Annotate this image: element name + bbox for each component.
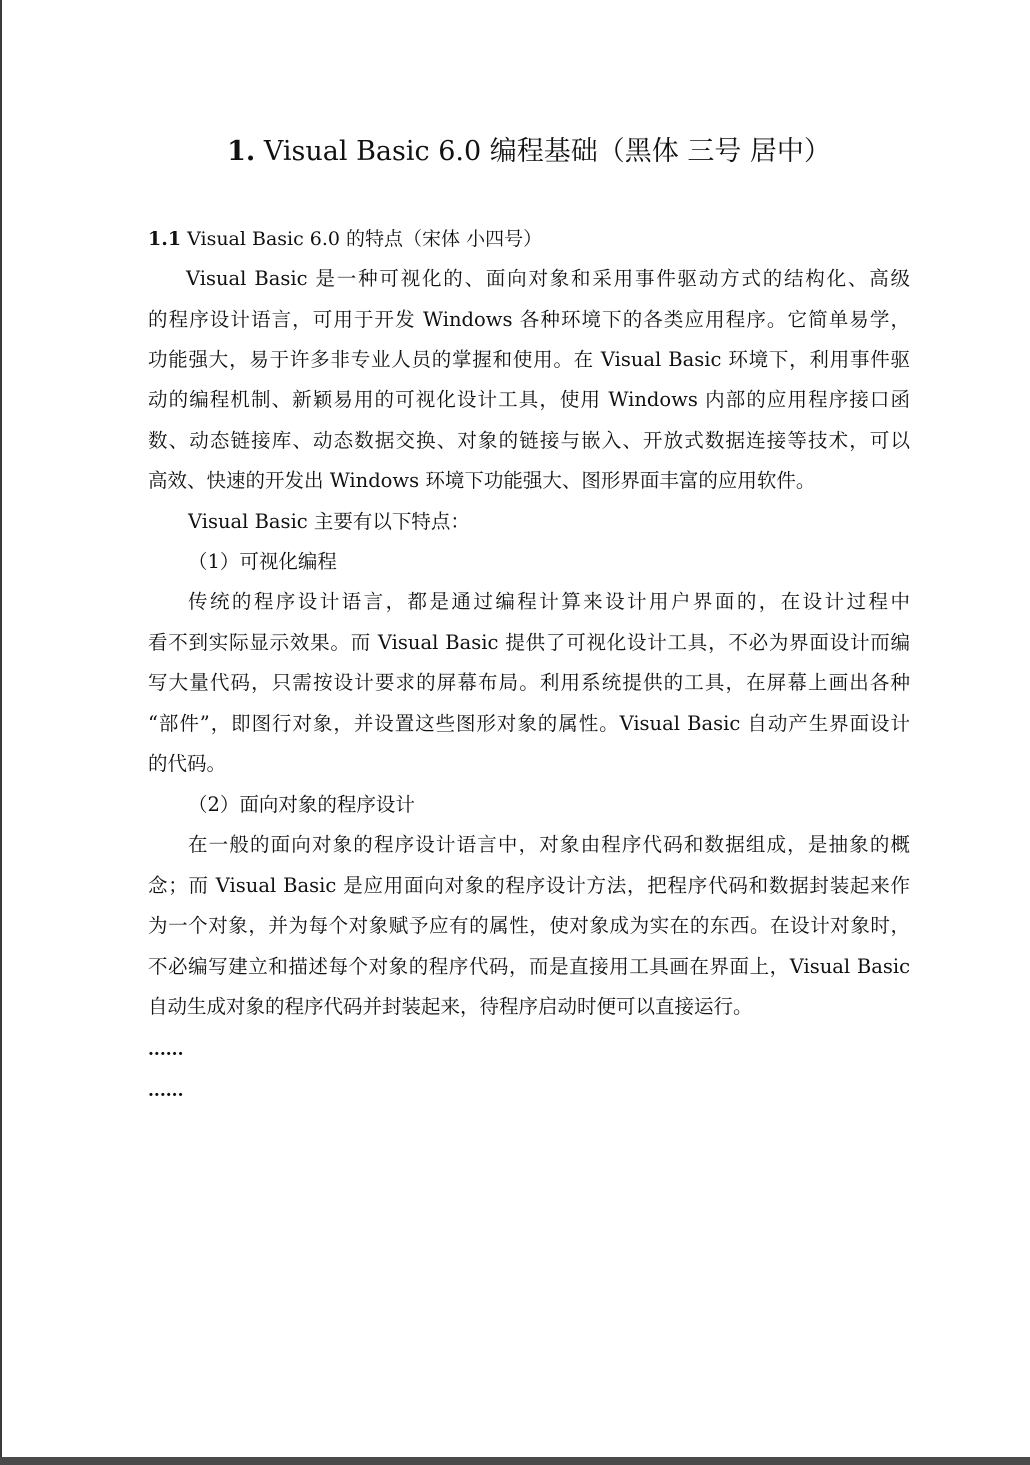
paragraph1-line: 动的编程机制、新颖易用的可视化设计工具，使用 Windows 内部的应用程序接口函 (148, 388, 910, 411)
page-left-edge (0, 0, 2, 1457)
item2-heading: （2）面向对象的程序设计 (188, 793, 415, 816)
features-intro: Visual Basic 主要有以下特点： (188, 510, 470, 533)
section-number: 1.1 (148, 228, 182, 250)
paragraph1-line: 的程序设计语言，可用于开发 Windows 各种环境下的各类应用程序。它简单易学， (148, 308, 910, 331)
page-bottom-edge (0, 1457, 1030, 1465)
paragraph1-line: 高效、快速的开发出 Windows 环境下功能强大、图形界面丰富的应用软件。 (148, 469, 816, 492)
item1-line: “部件”，即图行对象，并设置这些图形对象的属性。Visual Basic 自动产生界面设计 (148, 712, 910, 735)
item2-line: 不必编写建立和描述每个对象的程序代码，而是直接用工具画在界面上，Visual Basic (148, 955, 910, 978)
item2-line: 自动生成对象的程序代码并封装起来，待程序启动时便可以直接运行。 (148, 995, 753, 1018)
page-title (148, 132, 910, 172)
title-text: Visual Basic 6.0 编程基础（黑体 三号 居中） (263, 136, 831, 167)
paragraph1-line: Visual Basic 是一种可视化的、面向对象和采用事件驱动方式的结构化、高级 (186, 267, 910, 290)
section-text: Visual Basic 6.0 的特点（宋体 小四号） (187, 228, 543, 250)
item2-line: 念；而 Visual Basic 是应用面向对象的程序设计方法，把程序代码和数据封装起来作 (148, 874, 910, 897)
item2-line: 在一般的面向对象的程序设计语言中，对象由程序代码和数据组成，是抽象的概 (188, 833, 910, 856)
item2-line: 为一个对象，并为每个对象赋予应有的属性，使对象成为实在的东西。在设计对象时， (148, 914, 910, 937)
item1-line: 的代码。 (148, 752, 227, 775)
paragraph1-line: 功能强大，易于许多非专业人员的掌握和使用。在 Visual Basic 环境下，利用事件驱 (148, 348, 910, 371)
title-number: 1. (227, 136, 256, 167)
ellipsis: ...... (148, 1081, 184, 1101)
item1-line: 传统的程序设计语言，都是通过编程计算来设计用户界面的，在设计过程中 (188, 590, 910, 613)
paragraph1-line: 数、动态链接库、动态数据交换、对象的链接与嵌入、开放式数据连接等技术，可以 (148, 429, 910, 452)
section-heading (148, 224, 542, 254)
item1-line: 写大量代码，只需按设计要求的屏幕布局。利用系统提供的工具，在屏幕上画出各种 (148, 671, 910, 694)
ellipsis: ...... (148, 1040, 184, 1060)
item1-heading: （1）可视化编程 (188, 550, 337, 573)
item1-line: 看不到实际显示效果。而 Visual Basic 提供了可视化设计工具，不必为界面设计而编 (148, 631, 910, 654)
